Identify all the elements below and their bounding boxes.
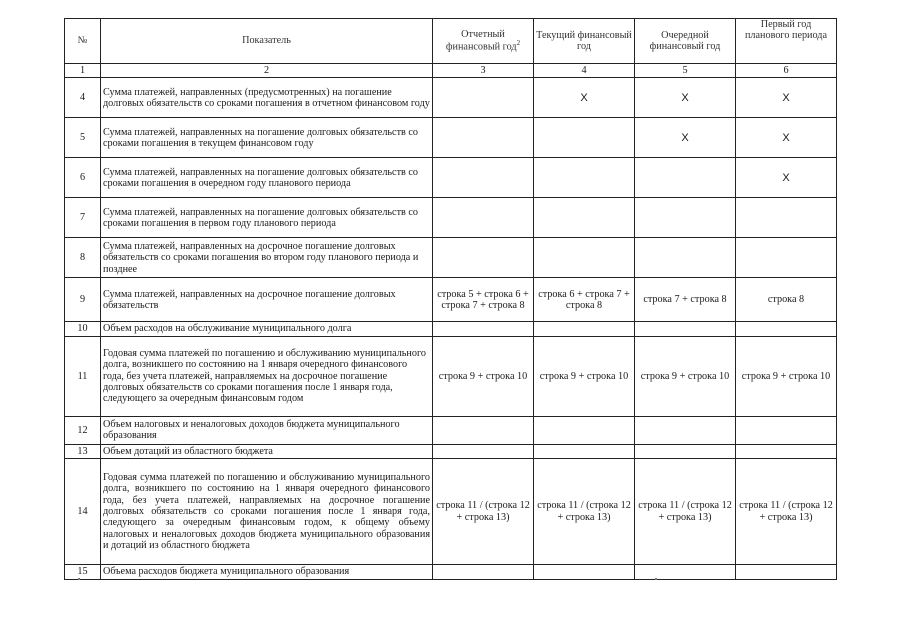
row-number: 10: [65, 322, 101, 336]
header-reporting-year: [433, 19, 534, 64]
row-value-first-plan: X: [736, 78, 837, 118]
table-row: [65, 444, 837, 458]
scan-dot: [78, 578, 80, 580]
row-value-first-plan: [736, 416, 837, 444]
row-value-current: строка 11 / (строка 12 + строка 13): [534, 459, 635, 565]
row-number: 6: [65, 158, 101, 198]
table-row: [65, 459, 837, 565]
row-indicator: Годовая сумма платежей по погашению и обслуживанию муниципального долга, возникшего по состоянию на 1 января очередного финансового года, без учета платежей, направляемых на досрочное погашение долговых обязательств со сроками погашения после 1 января года, следующего за очередным финансовым годом: [101, 336, 433, 416]
row-indicator: Годовая сумма платежей по погашению и обслуживанию муниципального долга, возникшего по состоянию на 1 января очередного финансового года, без учета платежей, направляемых на досрочное погашение долговых обязательств со сроками погашения после 1 января года, следующего за очередным финансовым годом, к общему объему налоговых и неналоговых доходов бюджета муниципального образования и дотаций из областного бюджета: [101, 459, 433, 565]
table-row: [65, 416, 837, 444]
row-value-first-plan: X: [736, 158, 837, 198]
row-value-current: [534, 444, 635, 458]
header-num: №: [65, 19, 101, 64]
row-value-next: [635, 416, 736, 444]
column-number: 5: [635, 64, 736, 78]
table-row: [65, 118, 837, 158]
column-number: 6: [736, 64, 837, 78]
header-next-year: Очередной финансовый год: [635, 19, 736, 64]
row-value-first-plan: строка 11 / (строка 12 + строка 13): [736, 459, 837, 565]
row-value-reporting: [433, 565, 534, 579]
table-row: [65, 336, 837, 416]
row-value-next: [635, 565, 736, 579]
row-number: 8: [65, 238, 101, 278]
row-value-reporting: [433, 322, 534, 336]
row-indicator: Сумма платежей, направленных на погашение долговых обязательств со сроками погашения в первом году планового периода: [101, 198, 433, 238]
row-value-current: [534, 118, 635, 158]
row-indicator: Сумма платежей, направленных на досрочное погашение долговых обязательств со сроками погашения во втором году планового периода и позднее: [101, 238, 433, 278]
footnote-mark: 2: [516, 39, 521, 48]
row-indicator: Объем дотаций из областного бюджета: [101, 444, 433, 458]
table-row: [65, 238, 837, 278]
row-value-next: [635, 444, 736, 458]
row-number: 5: [65, 118, 101, 158]
row-value-current: [534, 158, 635, 198]
row-value-reporting: [433, 416, 534, 444]
table-row: [65, 158, 837, 198]
row-value-first-plan: [736, 198, 837, 238]
row-value-reporting: [433, 238, 534, 278]
row-value-next: строка 9 + строка 10: [635, 336, 736, 416]
scan-dot: [655, 578, 657, 580]
indicators-table: [64, 18, 837, 580]
column-number: 2: [101, 64, 433, 78]
row-value-current: [534, 416, 635, 444]
row-number: 9: [65, 278, 101, 322]
row-value-next: X: [635, 78, 736, 118]
row-indicator: Сумма платежей, направленных на погашение долговых обязательств со сроками погашения в очередном году планового периода: [101, 158, 433, 198]
row-value-current: [534, 322, 635, 336]
column-number-row: [65, 64, 837, 78]
row-value-next: [635, 158, 736, 198]
table-row: [65, 278, 837, 322]
row-number: 12: [65, 416, 101, 444]
column-number: 3: [433, 64, 534, 78]
table-row: [65, 78, 837, 118]
row-indicator: Объема расходов бюджета муниципального образования: [101, 565, 433, 579]
row-indicator: Объем налоговых и неналоговых доходов бюджета муниципального образования: [101, 416, 433, 444]
header-reporting-year-label: Отчетный финансовый год: [445, 28, 517, 53]
table-row: [65, 198, 837, 238]
row-value-next: строка 11 / (строка 12 + строка 13): [635, 459, 736, 565]
row-value-current: X: [534, 78, 635, 118]
row-value-current: строка 9 + строка 10: [534, 336, 635, 416]
row-value-current: строка 6 + строка 7 + строка 8: [534, 278, 635, 322]
row-value-next: строка 7 + строка 8: [635, 278, 736, 322]
row-value-first-plan: строка 9 + строка 10: [736, 336, 837, 416]
row-value-first-plan: [736, 238, 837, 278]
row-value-first-plan: [736, 565, 837, 579]
row-value-reporting: [433, 158, 534, 198]
header-indicator: Показатель: [101, 19, 433, 64]
row-value-next: X: [635, 118, 736, 158]
header-first-plan-year: Первый год планового периода: [736, 19, 837, 64]
column-number: 1: [65, 64, 101, 78]
header-row: [65, 19, 837, 64]
row-value-reporting: строка 11 / (строка 12 + строка 13): [433, 459, 534, 565]
row-indicator: Сумма платежей, направленных на погашение долговых обязательств со сроками погашения в текущем финансовом году: [101, 118, 433, 158]
row-value-reporting: [433, 78, 534, 118]
row-value-next: [635, 198, 736, 238]
row-number: 13: [65, 444, 101, 458]
row-number: 14: [65, 459, 101, 565]
row-value-next: [635, 322, 736, 336]
row-value-first-plan: [736, 322, 837, 336]
header-current-year: Текущий финансовый год: [534, 19, 635, 64]
row-indicator: Сумма платежей, направленных (предусмотренных) на погашение долговых обязательств со сроками погашения в отчетном финансовом году: [101, 78, 433, 118]
row-value-reporting: строка 5 + строка 6 + строка 7 + строка 8: [433, 278, 534, 322]
row-value-reporting: [433, 444, 534, 458]
row-value-first-plan: X: [736, 118, 837, 158]
row-value-first-plan: строка 8: [736, 278, 837, 322]
row-number: 15: [65, 565, 101, 579]
row-value-reporting: [433, 118, 534, 158]
row-number: 4: [65, 78, 101, 118]
table-row: [65, 322, 837, 336]
row-value-reporting: строка 9 + строка 10: [433, 336, 534, 416]
row-value-first-plan: [736, 444, 837, 458]
row-number: 7: [65, 198, 101, 238]
row-value-current: [534, 238, 635, 278]
row-value-current: [534, 198, 635, 238]
table-row: [65, 565, 837, 579]
row-number: 11: [65, 336, 101, 416]
column-number: 4: [534, 64, 635, 78]
row-value-current: [534, 565, 635, 579]
row-value-reporting: [433, 198, 534, 238]
row-indicator: Сумма платежей, направленных на досрочное погашение долговых обязательств: [101, 278, 433, 322]
row-value-next: [635, 238, 736, 278]
row-indicator: Объем расходов на обслуживание муниципального долга: [101, 322, 433, 336]
